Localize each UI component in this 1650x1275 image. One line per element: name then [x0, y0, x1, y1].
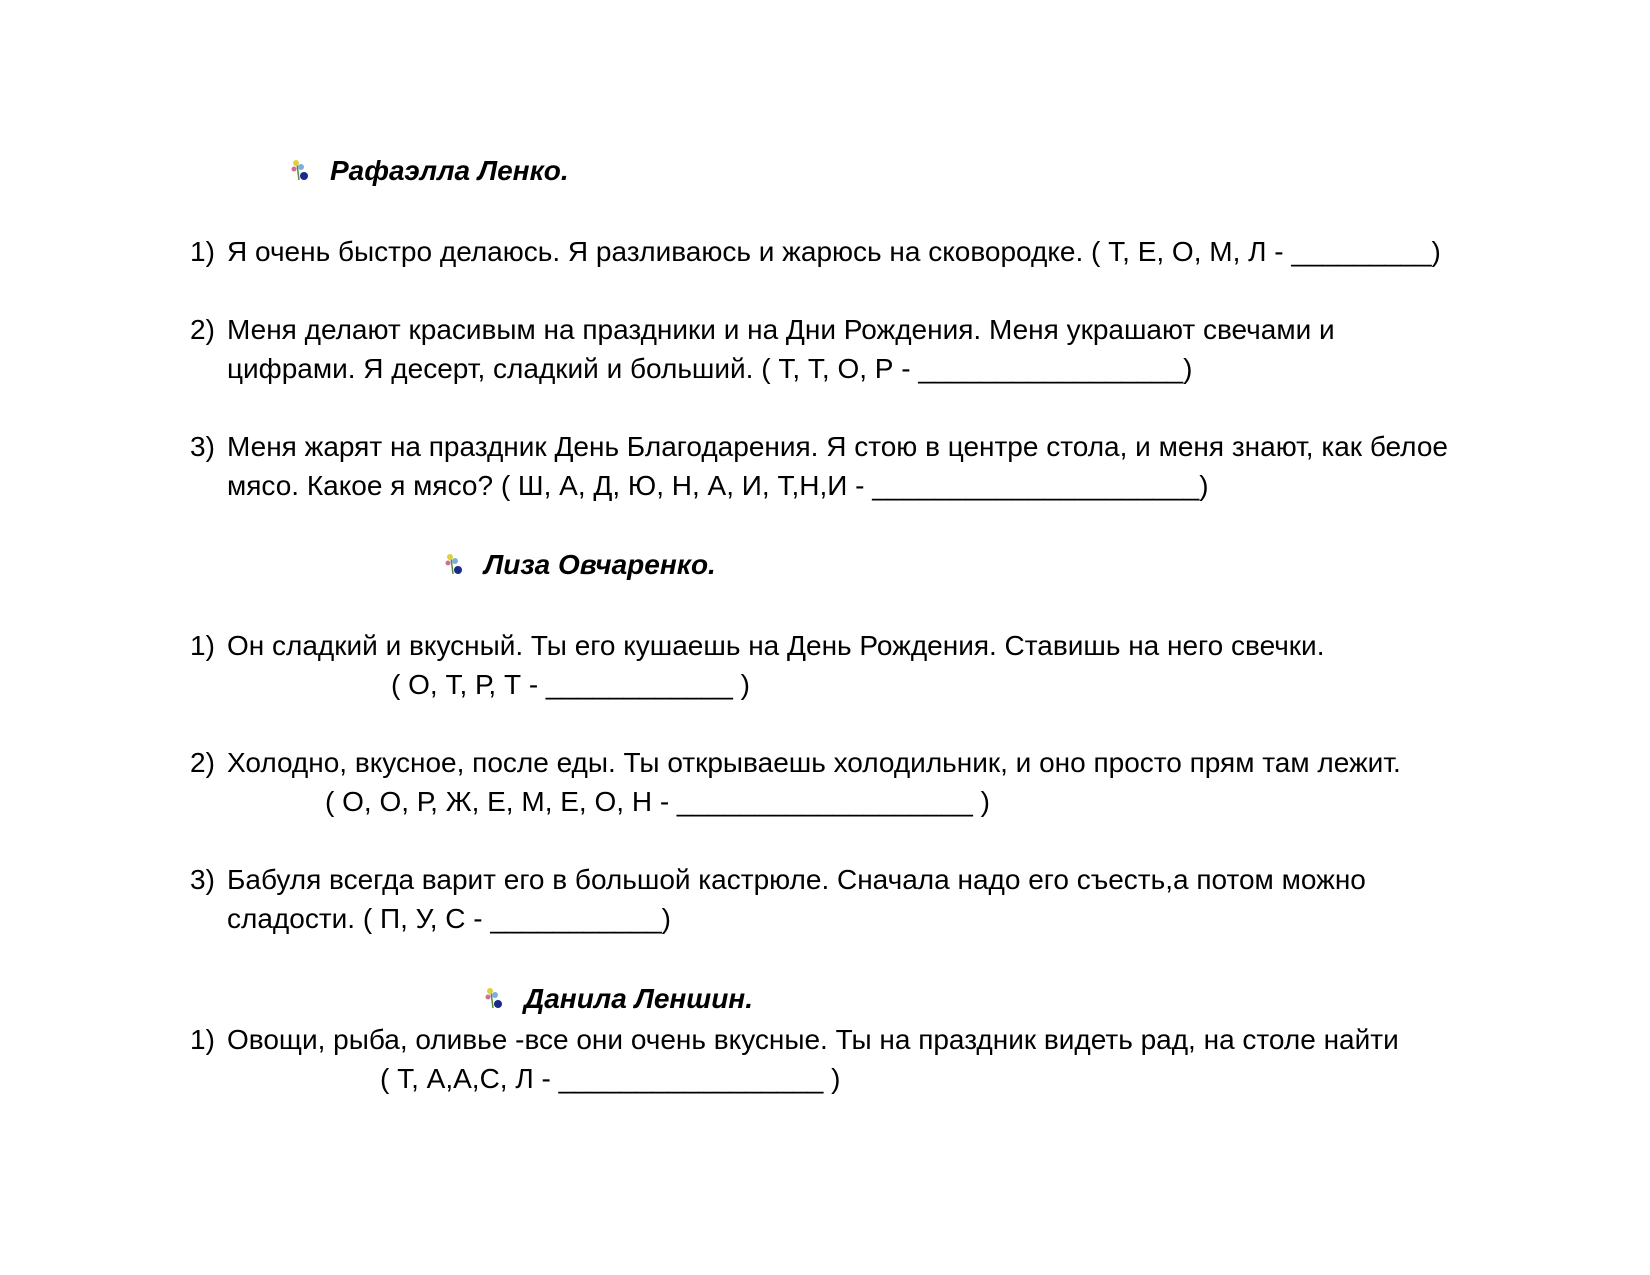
flower-bullet-icon: [290, 158, 312, 182]
item-number: 2): [190, 314, 215, 345]
flower-bullet-icon: [444, 552, 466, 576]
section-heading: [484, 982, 753, 1016]
item-line: цифрами. Я десерт, сладкий и больший. ( Т, Т, О, Р - _________________): [227, 353, 1193, 384]
item-line: Меня делают красивым на праздники и на Дни Рождения. Меня украшают свечами и: [227, 314, 1335, 345]
item-number: 2): [190, 747, 215, 778]
item-line: мясо. Какое я мясо? ( Ш, А, Д, Ю, Н, А, И, Т,Н,И - _____________________): [227, 470, 1209, 501]
item-line: ( О, Т, Р, Т - ____________ ): [391, 669, 750, 700]
item-number: 1): [190, 1024, 215, 1055]
item-line: сладости. ( П, У, С - ___________): [227, 903, 671, 934]
item-line: Холодно, вкусное, после еды. Ты открываешь холодильник, и оно просто прям там лежит.: [227, 747, 1401, 778]
section-title: Рафаэлла Ленко.: [330, 155, 569, 186]
section-title: Данила Леншин.: [524, 983, 753, 1014]
item-line: Бабуля всегда варит его в большой кастрюле. Сначала надо его съесть,а потом можно: [227, 864, 1366, 895]
section-heading: [290, 154, 569, 188]
item-number: 1): [190, 236, 215, 267]
flower-bullet-icon: [484, 986, 506, 1010]
item-line: Овощи, рыба, оливье -все они очень вкусные. Ты на праздник видеть рад, на столе найти: [227, 1024, 1399, 1055]
section-title: Лиза Овчаренко.: [484, 549, 716, 580]
item-line: Я очень быстро делаюсь. Я разливаюсь и жарюсь на сковородке. ( Т, Е, О, М, Л - _________): [227, 236, 1441, 267]
item-line: ( О, О, Р, Ж, Е, М, Е, О, Н - ___________________ ): [325, 786, 990, 817]
section-heading: [444, 548, 716, 582]
item-line: Он сладкий и вкусный. Ты его кушаешь на День Рождения. Ставишь на него свечки.: [227, 630, 1325, 661]
item-number: 3): [190, 431, 215, 462]
item-line: ( Т, А,А,С, Л - _________________ ): [380, 1063, 841, 1094]
item-number: 3): [190, 864, 215, 895]
item-number: 1): [190, 630, 215, 661]
item-line: Меня жарят на праздник День Благодарения. Я стою в центре стола, и меня знают, как белое: [227, 431, 1448, 462]
